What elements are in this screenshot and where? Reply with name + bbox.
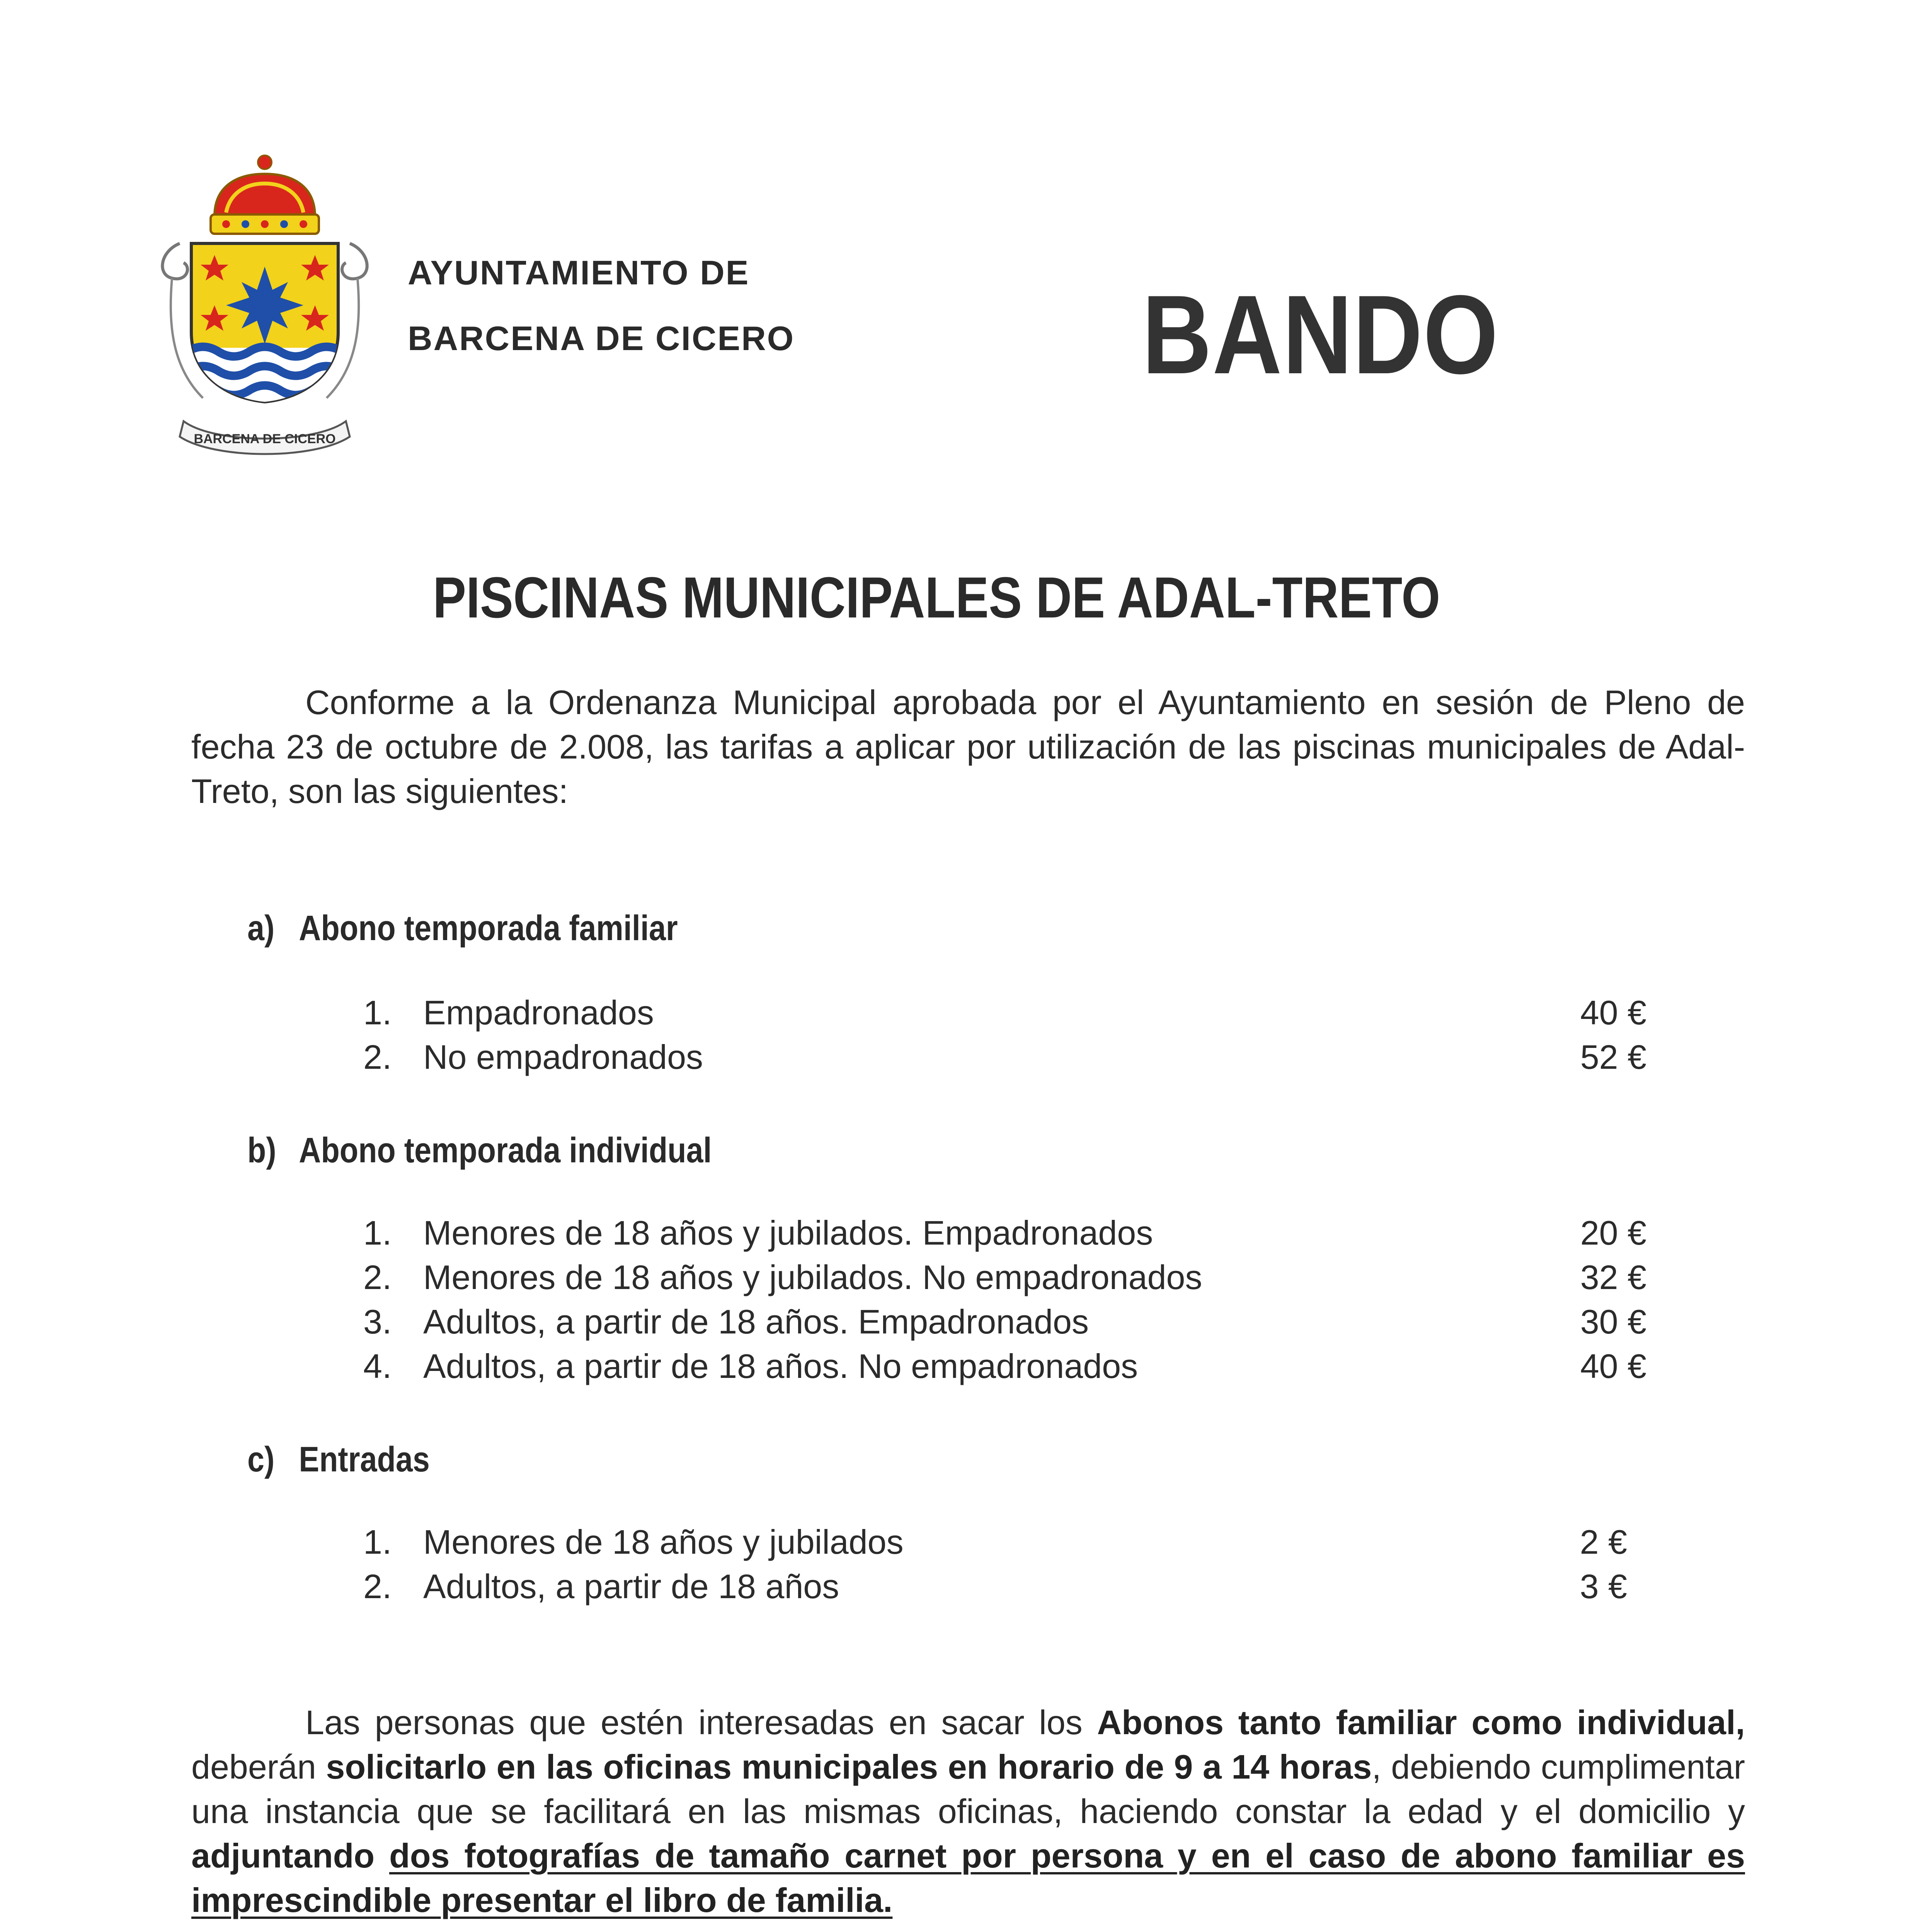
- tariff-price: 30 €: [1580, 1303, 1646, 1341]
- tariff-number: 2.: [363, 1038, 392, 1076]
- tariff-price: 40 €: [1580, 1347, 1646, 1385]
- notice-text-2: deberán: [191, 1748, 326, 1786]
- notice-bold-2: solicitarlo en las oficinas municipales en horario de 9 a 14 horas: [326, 1748, 1372, 1786]
- notice-text-1: Las personas que estén interesadas en sacar los: [305, 1703, 1097, 1742]
- tariff-row: [363, 1522, 1646, 1567]
- section-heading-c: [247, 1439, 430, 1480]
- tariff-price: 3 €: [1580, 1567, 1627, 1605]
- notice-bold-3: adjuntando: [191, 1837, 390, 1875]
- tariff-description: Empadronados: [423, 993, 654, 1032]
- notice-underlined: dos fotografías de tamaño carnet por persona y en el caso de abono familiar es imprescindible presentar el libro de familia.: [191, 1837, 1745, 1919]
- section-label: b): [247, 1131, 276, 1170]
- tariff-row: [363, 1258, 1646, 1302]
- tariff-number: 2.: [363, 1567, 392, 1605]
- tariff-description: Adultos, a partir de 18 años: [423, 1567, 839, 1605]
- tariff-number: 4.: [363, 1347, 392, 1385]
- section-title: Entradas: [299, 1440, 430, 1479]
- section-title: Abono temporada familiar: [299, 908, 678, 948]
- tariff-description: Adultos, a partir de 18 años. Empadronados: [423, 1303, 1089, 1341]
- org-name-line2: BARCENA DE CICERO: [408, 319, 795, 357]
- tariff-price: 32 €: [1580, 1258, 1646, 1296]
- tariff-price: 40 €: [1580, 993, 1646, 1032]
- page-title: PISCINAS MUNICIPALES DE ADAL-TRETO: [433, 565, 1440, 630]
- org-name-line1: AYUNTAMIENTO DE: [408, 253, 750, 292]
- section-label: a): [247, 908, 275, 948]
- section-heading-b: [247, 1130, 712, 1171]
- section-heading-a: [247, 908, 678, 949]
- section-label: c): [247, 1440, 275, 1479]
- notice-text-3: , debiendo cumplimentar una instancia que se facilitará en las mismas oficinas, haciendo constar la edad y el domicilio y: [191, 1748, 1745, 1830]
- tariff-row: [363, 1037, 1646, 1082]
- notice-paragraph: [191, 1700, 1745, 1922]
- tariff-row: [363, 1213, 1646, 1258]
- tariff-row: [363, 993, 1646, 1037]
- tariff-description: Menores de 18 años y jubilados. Empadronados: [423, 1214, 1153, 1252]
- tariff-row: [363, 1302, 1646, 1347]
- section-title: Abono temporada individual: [299, 1131, 712, 1170]
- intro-paragraph: [191, 680, 1745, 813]
- notice-bold-1: Abonos tanto familiar como individual,: [1097, 1703, 1745, 1742]
- tariff-number: 1.: [363, 1214, 392, 1252]
- intro-text: Conforme a la Ordenanza Municipal aprobada por el Ayuntamiento en sesión de Pleno de fecha 23 de octubre de 2.008, las tarifas a aplicar por utilización de las piscinas municipales de Adal-Treto, son las siguientes:: [191, 683, 1745, 810]
- tariff-number: 1.: [363, 993, 392, 1032]
- tariff-price: 2 €: [1580, 1523, 1627, 1561]
- tariff-number: 3.: [363, 1303, 392, 1341]
- tariff-price: 52 €: [1580, 1038, 1646, 1076]
- crest-ribbon-text: BARCENA DE CICERO: [194, 432, 336, 446]
- tariff-row: [363, 1347, 1646, 1391]
- tariff-description: Menores de 18 años y jubilados: [423, 1523, 904, 1561]
- tariff-number: 2.: [363, 1258, 392, 1296]
- tariff-description: Menores de 18 años y jubilados. No empadronados: [423, 1258, 1202, 1296]
- tariff-description: No empadronados: [423, 1038, 703, 1076]
- municipal-crest-logo: [157, 151, 373, 460]
- tariff-description: Adultos, a partir de 18 años. No empadronados: [423, 1347, 1138, 1385]
- tariff-number: 1.: [363, 1523, 392, 1561]
- document-type-heading: BANDO: [1142, 272, 1499, 397]
- tariff-row: [363, 1567, 1646, 1611]
- tariff-price: 20 €: [1580, 1214, 1646, 1252]
